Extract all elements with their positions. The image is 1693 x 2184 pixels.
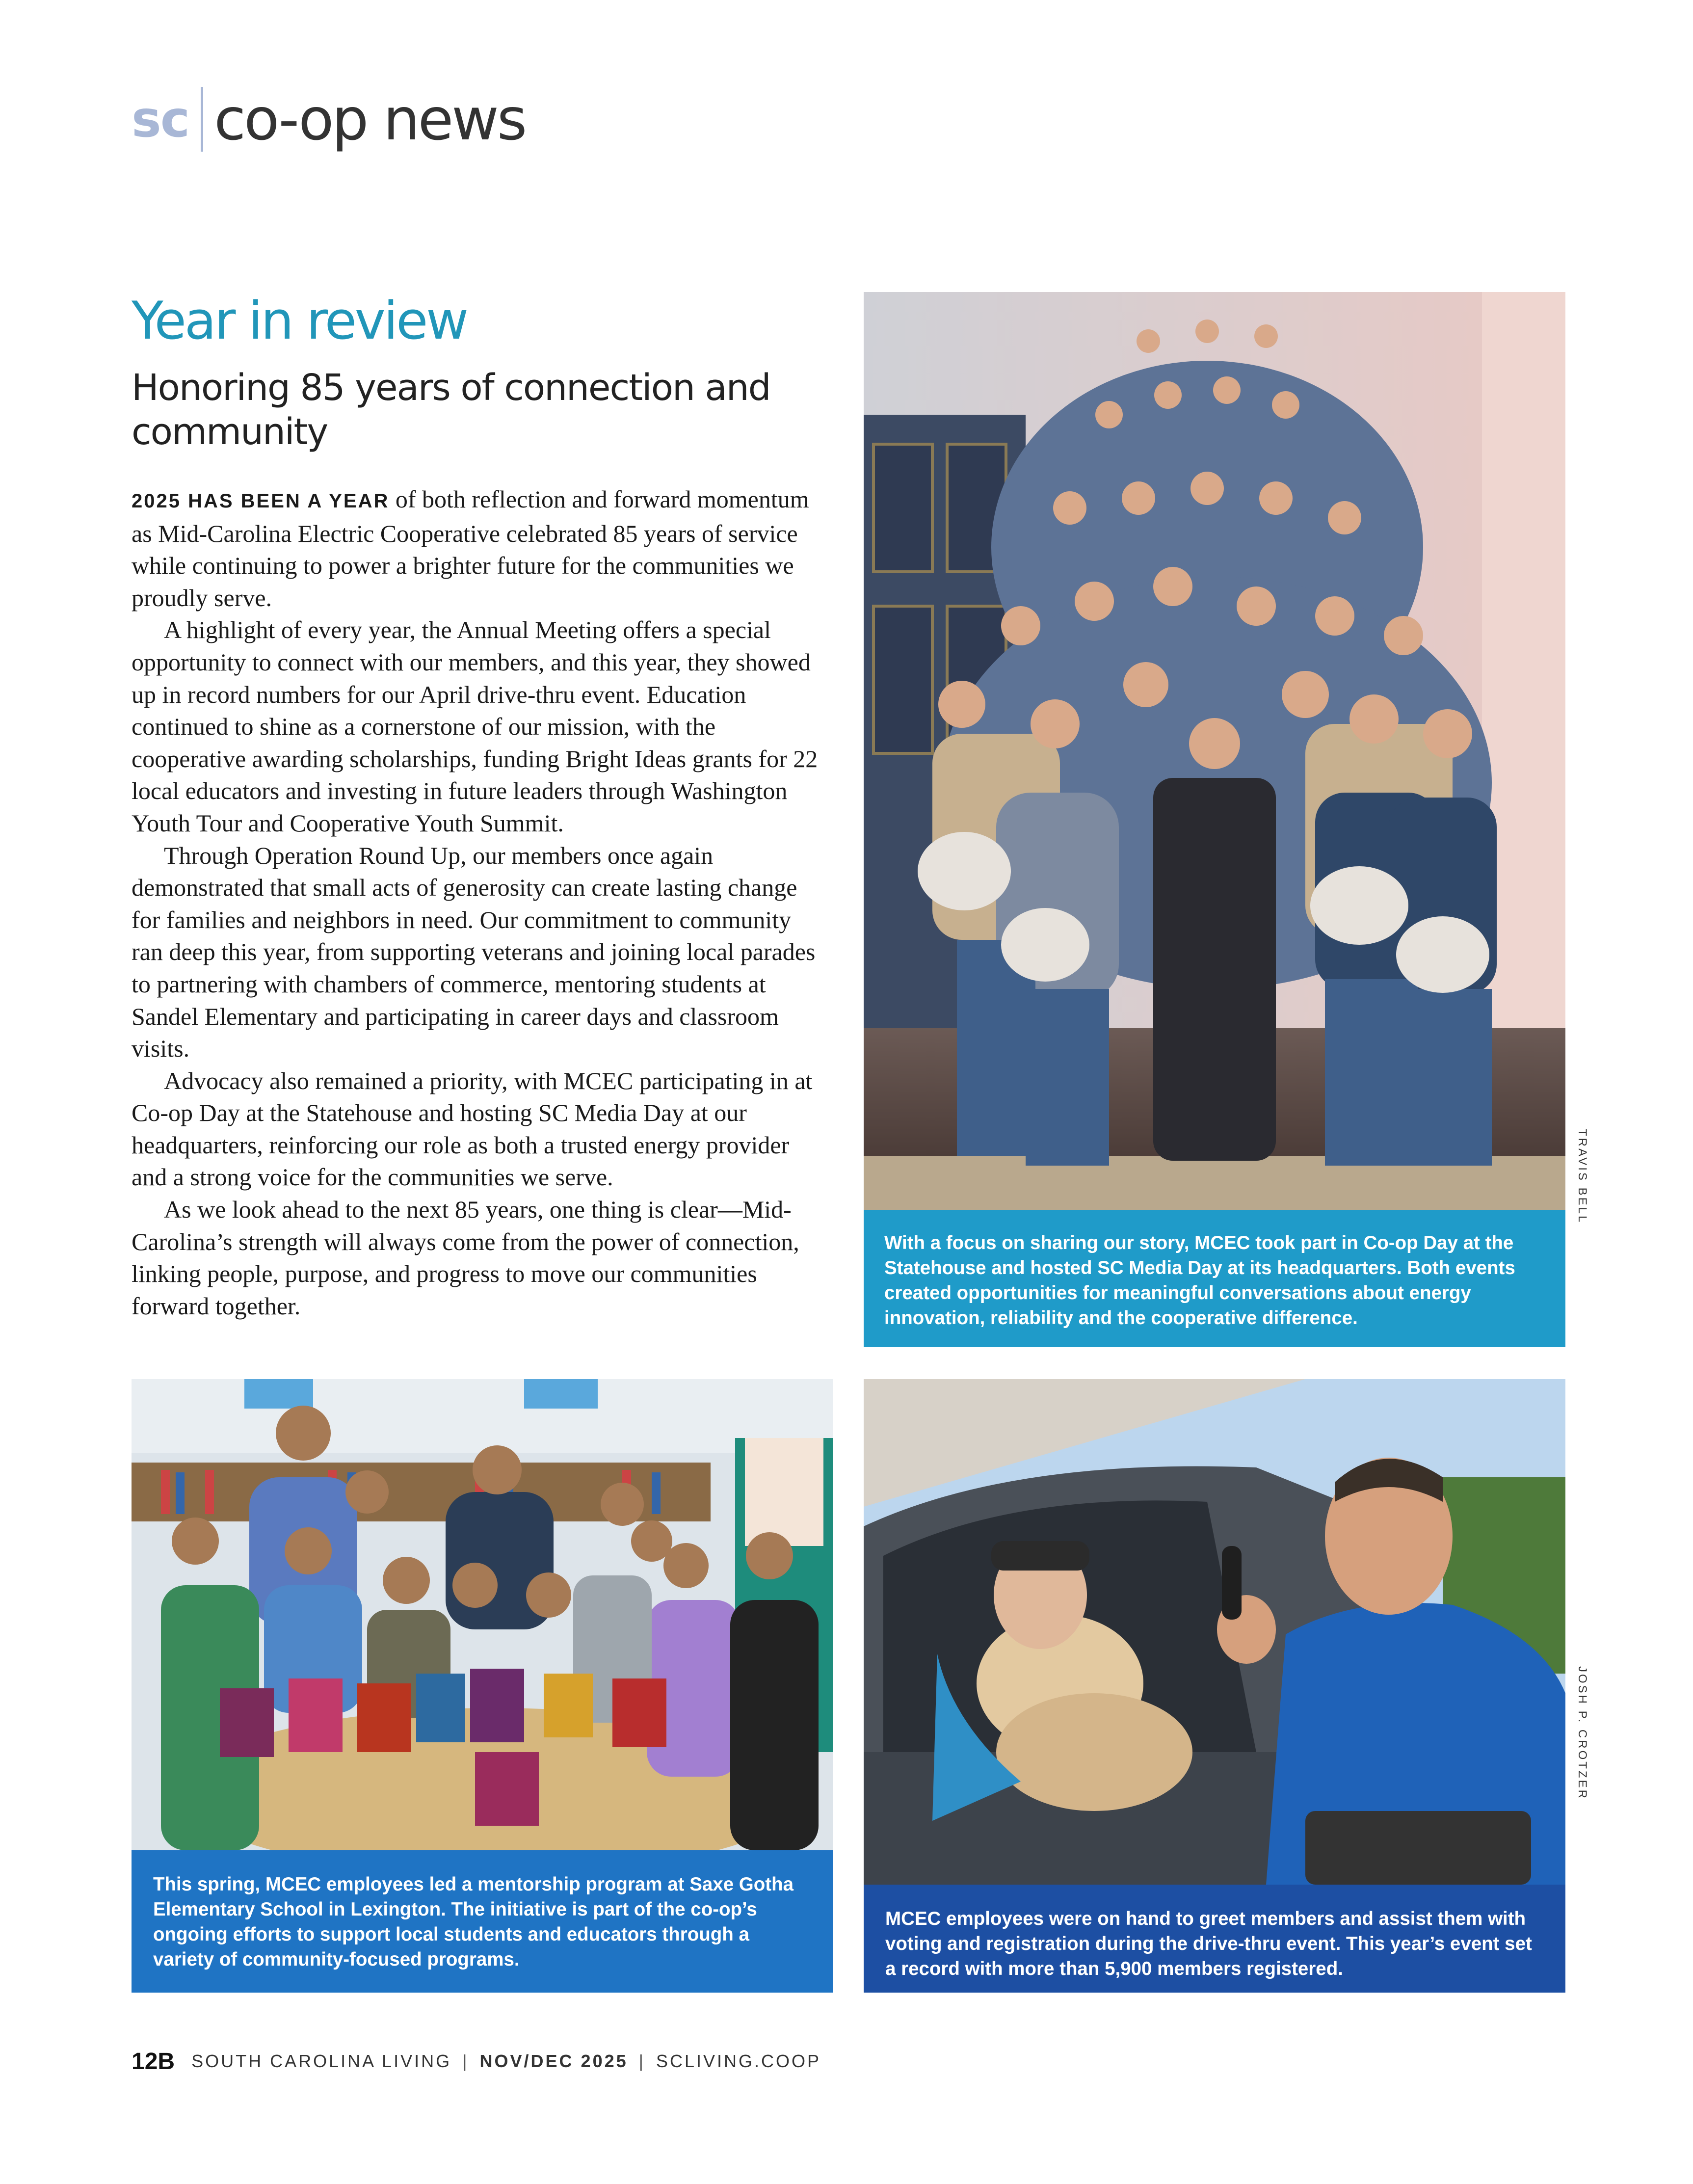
page-number: 12B — [132, 2048, 175, 2075]
lead-in: 2025 HAS BEEN A YEAR — [132, 490, 390, 512]
statehouse-group-photo — [864, 292, 1565, 1210]
paragraph-5: As we look ahead to the next 85 years, one thing is clear—Mid-Carolina’s strength will always come from the power of connection, linking people, purpose, and progress to move our communities forward together. — [132, 1196, 799, 1320]
statehouse-photo-graphic — [864, 292, 1565, 1210]
article-subtitle: Honoring 85 years of connection and community — [132, 367, 770, 453]
paragraph-2: A highlight of every year, the Annual Meeting offers a special opportunity to connect with our members, and this year, they showed up in record numbers for our April drive-thru event. Education continued to shine as a cornerstone of our mission, with the cooperative awarding scholarships, funding Bright Ideas grants for 22 local educators and investing in future leaders through Washington Youth Tour and Cooperative Youth Summit. — [132, 616, 818, 837]
footer-divider: | — [638, 2051, 645, 2071]
masthead-divider — [201, 87, 203, 152]
masthead-sc-label: sc — [132, 90, 189, 149]
statehouse-photo-credit: TRAVIS BELL — [1576, 1129, 1589, 1225]
website-link: SCLIVING.COOP — [656, 2051, 821, 2071]
paragraph-1 — [132, 483, 828, 614]
mentorship-photo-caption: This spring, MCEC employees led a mentorship program at Saxe Gotha Elementary School in Lexington. The initiative is part of the co-op’s ongoing efforts to support local students and educators through a variety of community-focused programs. — [132, 1850, 833, 1993]
footer-divider: | — [462, 2051, 469, 2071]
mentorship-classroom-photo — [132, 1379, 833, 1850]
page-footer — [132, 2047, 821, 2076]
drive-thru-photo-graphic — [864, 1379, 1565, 1885]
drive-thru-photo-caption: MCEC employees were on hand to greet members and assist them with voting and registration during the drive-thru event. This year’s event set a record with more than 5,900 members registered. — [864, 1885, 1565, 1993]
issue-date: NOV/DEC 2025 — [479, 2051, 628, 2071]
statehouse-photo-caption: With a focus on sharing our story, MCEC took part in Co-op Day at the Statehouse and hosted SC Media Day at its headquarters. Both events created opportunities for meaningful conversations about energy innovation, reliability and the cooperative difference. — [864, 1210, 1565, 1347]
section-masthead — [132, 82, 525, 156]
masthead-title: co-op news — [214, 85, 526, 153]
paragraph-3: Through Operation Round Up, our members once again demonstrated that small acts of generosity can create lasting change for families and neighbors in need. Our commitment to community ran deep this year, from supporting veterans and joining local parades to partnering with chambers of commerce, mentoring students at Sandel Elementary and participating in career days and classroom visits. — [132, 841, 816, 1063]
mentorship-photo-graphic — [132, 1379, 833, 1850]
article-body — [132, 483, 828, 1322]
drive-thru-photo — [864, 1379, 1565, 1885]
paragraph-4: Advocacy also remained a priority, with MCEC participating in at Co-op Day at the Statehouse and hosting SC Media Day at our headquarters, reinforcing our role as both a trusted energy provider and a strong voice for the communities we serve. — [132, 1066, 813, 1191]
article-title: Year in review — [132, 291, 467, 351]
drive-thru-photo-credit: JOSH P. CROTZER — [1576, 1666, 1589, 1800]
magazine-name: SOUTH CAROLINA LIVING — [191, 2051, 452, 2071]
paragraph-1-text: of both reflection and forward momentum as Mid-Carolina Electric Cooperative celebrated 85 years of service while continuing to power a brighter future for the communities we proudly serve. — [132, 485, 809, 612]
